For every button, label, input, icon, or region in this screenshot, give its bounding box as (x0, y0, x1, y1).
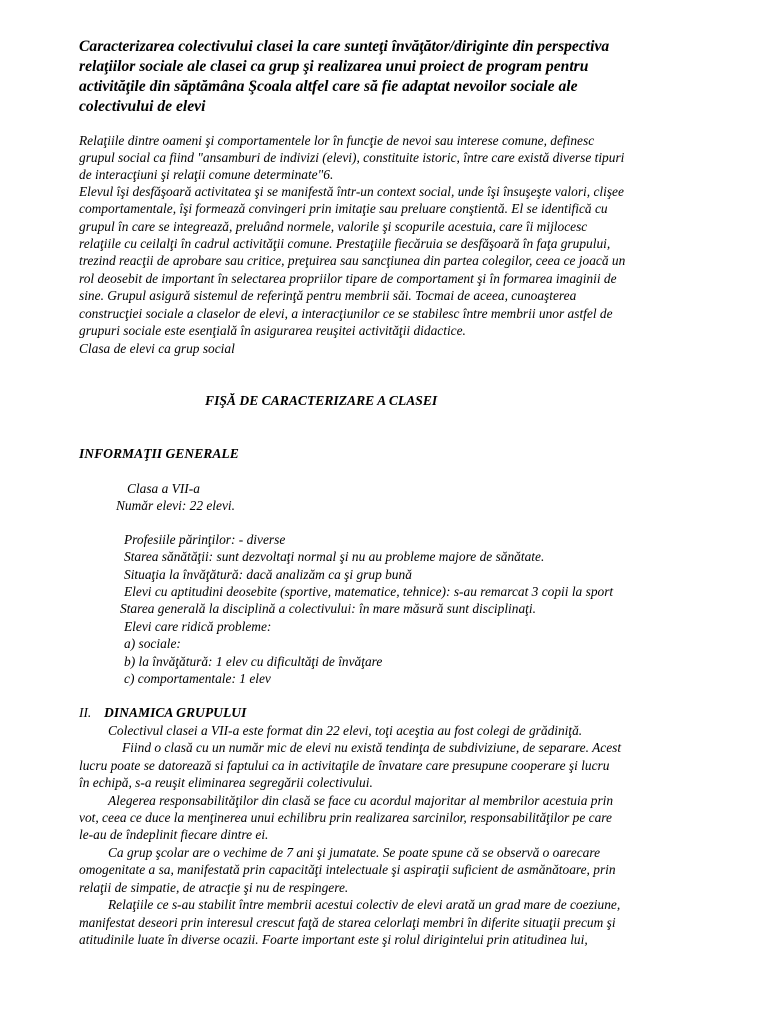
intro-line: construcţiei sociale a claselor de elevi, a interacţiunilor ce se stabilesc între membrii unor astfel de (79, 306, 613, 321)
document-title-line-1: Caracterizarea colectivului clasei la care sunteţi învăţător/diriginte din perspectiva (79, 38, 610, 55)
class-label: Clasa a VII-a (127, 481, 200, 496)
intro-line: trezind reacţii de aprobare sau critice, preţuirea sau sancţiunea din partea colegilor, ceea ce joacă un (79, 253, 626, 268)
detail-item: Starea generală la disciplină a colectivului: în mare măsură sunt disciplinaţi. (120, 601, 536, 616)
section-heading-general: INFORMAŢII GENERALE (79, 446, 239, 461)
intro-line: Clasa de elevi ca grup social (79, 341, 235, 356)
intro-line: grupul în care se integrează, preluând normele, valorile şi scopurile acestuia, care îi mijlocesc (79, 219, 588, 234)
student-count: Număr elevi: 22 elevi. (116, 498, 235, 513)
section-heading-dynamics: DINAMICA GRUPULUI (104, 705, 247, 720)
dynamics-line: manifestat deseori prin interesul crescut faţă de starea celorlaţi membri în diferite situaţii precum şi (79, 915, 616, 930)
document-title-line-4: colectivului de elevi (79, 98, 206, 115)
dynamics-line: Colectivul clasei a VII-a este format din 22 elevi, toţi aceştia au fost colegi de grădiniţă. (108, 723, 583, 738)
dynamics-line: lucru poate se datorează si faptului ca in activitaţile de învatare care presupune cooperare şi lucru (79, 758, 610, 773)
intro-line: rol deosebit de important în selectarea propriilor tipare de comportament şi în formarea imaginii de (79, 271, 617, 286)
intro-line: grupul social ca fiind "ansamburi de indivizi (elevi), constituite istoric, între care există diverse tipuri (79, 150, 625, 165)
detail-item: Elevi care ridică probleme: (124, 619, 272, 634)
dynamics-line: în echipă, s-a reuşit eliminarea segregării colectivului. (79, 775, 373, 790)
dynamics-line: Alegerea responsabilităţilor din clasă se face cu acordul majoritar al membrilor acestuia prin (108, 793, 614, 808)
section-number: II. (79, 705, 92, 720)
detail-item: b) la învăţătură: 1 elev cu dificultăţi de învăţare (124, 654, 383, 669)
intro-line: Elevul îşi desfăşoară activitatea şi se manifestă într-un context social, unde îşi însuşeşte valori, clişee (79, 184, 624, 199)
dynamics-line: Ca grup şcolar are o vechime de 7 ani şi jumatate. Se poate spune că se observă o oarecare (108, 845, 601, 860)
detail-item: Profesiile părinţilor: - diverse (124, 532, 286, 547)
dynamics-line: le-au de îndeplinit fiecare dintre ei. (79, 827, 269, 842)
dynamics-line: relaţii de simpatie, de atracţie şi nu de respingere. (79, 880, 349, 895)
detail-item: c) comportamentale: 1 elev (124, 671, 271, 686)
form-title: FIŞĂ DE CARACTERIZARE A CLASEI (205, 393, 438, 408)
dynamics-line: Relaţiile ce s-au stabilit între membrii acestui colectiv de elevi arată un grad mare de coeziune, (108, 897, 621, 912)
intro-line: de interacţiuni şi relaţii comune determinate"6. (79, 167, 334, 182)
detail-item: Elevi cu aptitudini deosebite (sportive, matematice, tehnice): s-au remarcat 3 copii la sport (124, 584, 614, 599)
dynamics-line: atitudinile luate în diverse ocazii. Foarte important este şi rolul dirigintelui prin atitudinea lui, (79, 932, 588, 947)
detail-item: Starea sănătăţii: sunt dezvoltaţi normal şi nu au probleme majore de sănătate. (124, 549, 545, 564)
intro-line: Relaţiile dintre oameni şi comportamentele lor în funcţie de nevoi sau interese comune, definesc (79, 133, 595, 148)
document-title-line-3: activităţile din săptămâna Şcoala altfel care să fie adaptat nevoilor sociale ale (79, 78, 578, 95)
intro-line: comportamentale, îşi formează convingeri prin imitaţie sau preluare conştientă. El se identifică cu (79, 201, 608, 216)
dynamics-line: Fiind o clasă cu un număr mic de elevi nu există tendinţa de subdiviziune, de separare. Acest (122, 740, 622, 755)
dynamics-line: vot, ceea ce duce la menţinerea unui echilibru prin realizarea sarcinilor, responsabilităţilor pe care (79, 810, 612, 825)
intro-line: sine. Grupul asigură sistemul de referinţă pentru membrii săi. Tocmai de aceea, cunoaşterea (79, 288, 577, 303)
dynamics-line: omogenitate a sa, manifestată prin capacităţi intelectuale şi aspiraţii suficient de asmănătoare, prin (79, 862, 616, 877)
intro-line: relaţiile cu ceilalţi în cadrul activităţii comune. Prestaţiile fiecăruia se desfăşoară în faţa grupului, (79, 236, 611, 251)
detail-item: Situaţia la învăţătură: dacă analizăm ca şi grup bună (124, 567, 412, 582)
document-title-line-2: relaţiilor sociale ale clasei ca grup şi realizarea unui proiect de program pentru (79, 58, 589, 75)
detail-item: a) sociale: (124, 636, 181, 651)
intro-line: grupuri sociale este esenţială în asigurarea reuşitei activităţii didactice. (79, 323, 466, 338)
